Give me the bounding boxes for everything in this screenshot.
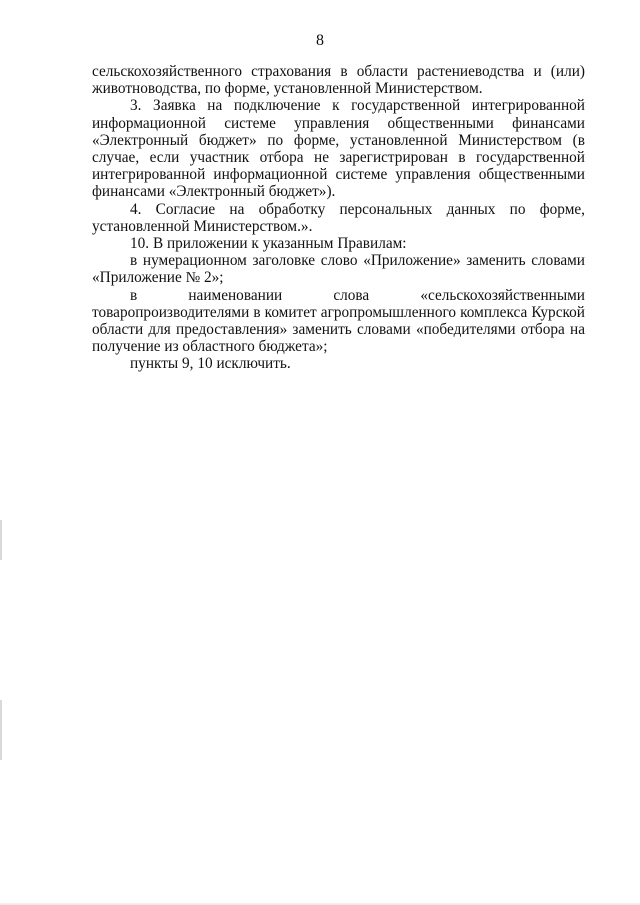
paragraph-header-change: в нумерационном заголовке слово «Приложение» заменить словами «Приложение № 2»; xyxy=(92,252,585,287)
page-number: 8 xyxy=(316,32,324,49)
scan-edge-mark xyxy=(0,520,2,560)
scan-edge-mark xyxy=(0,700,2,760)
paragraph-insurance-form: сельскохозяйственного страхования в области растениеводства и (или) животноводства, по форме, установленной Министерством. xyxy=(92,63,585,98)
paragraph-exclude: пункты 9, 10 исключить. xyxy=(130,355,291,373)
paragraph-item-10: 10. В приложении к указанным Правилам: xyxy=(130,235,407,253)
paragraph-item-4: 4. Согласие на обработку персональных данных по форме, установленной Министерством.». xyxy=(92,200,585,235)
document-body xyxy=(92,63,585,373)
paragraph-title-change: в наименовании слова «сельскохозяйственными товаропроизводителями в комитет агропромышленного комплекса Курской области для предоставления» заменить словами «победителями отбора на получение из областного бюджета»; xyxy=(92,286,585,356)
paragraph-item-3: 3. Заявка на подключение к государственной интегрированной информационной системе управления общественными финансами «Электронный бюджет» по форме, установленной Министерством (в случае, если участник отбора не зарегистрирован в государственной интегрированной информационной системе управления общественными финансами «Электронный бюджет»). xyxy=(92,97,585,201)
